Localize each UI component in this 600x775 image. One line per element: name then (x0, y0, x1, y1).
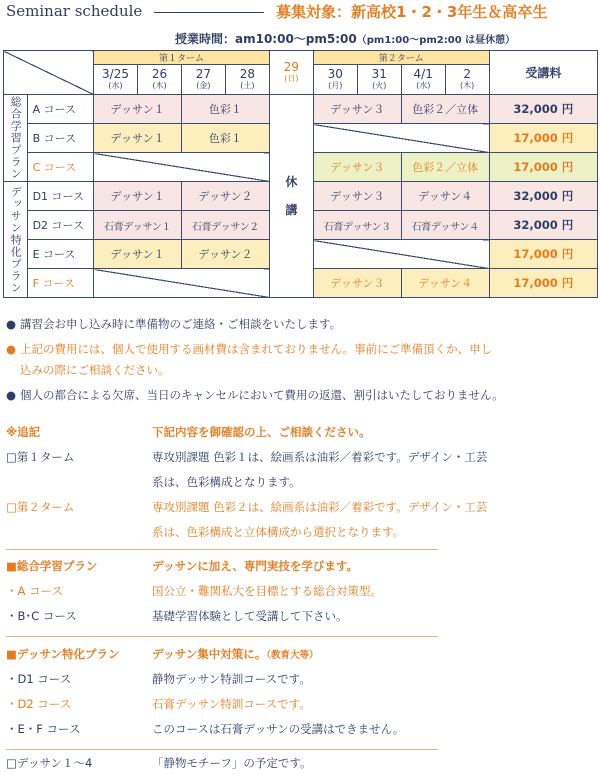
course-ef-label: ・E・F コース (6, 722, 81, 736)
course-name: F コース (27, 269, 93, 298)
term-header-row (4, 51, 598, 65)
lesson-cell: 石膏デッサン２ (181, 211, 269, 240)
course-name: C コース (27, 153, 93, 182)
bullet-icon: ● (6, 388, 17, 402)
lesson-cell: 色彩１ (181, 95, 269, 124)
addendum-label: ※追記 (6, 425, 41, 439)
course-bc-text: 基礎学習体験として受講して下さい。 (152, 609, 348, 623)
course-d2-text: 石膏デッサン特訓コースです。 (152, 697, 311, 711)
note-item: ● 講習会お申し込み時に準備物のご連絡・ご相談をいたします。 (6, 314, 598, 335)
no-lesson-cell (313, 124, 489, 153)
term2-label: □第２ターム (6, 500, 75, 514)
header (6, 2, 596, 26)
lesson-cell: 石膏デッサン１ (94, 211, 182, 240)
lesson-cell: デッサン３ (313, 153, 401, 182)
date-cell: 29 (日) (269, 51, 313, 95)
plan-dessin-lead: デッサン集中対策に。 (152, 647, 267, 661)
course-name: D2 コース (27, 211, 93, 240)
title-rule (154, 12, 264, 13)
course-ef-text: このコースは石膏デッサンの受講はできません。 (152, 722, 405, 736)
lesson-cell: 石膏デッサン４ (401, 211, 489, 240)
date-cell: 31 (火) (357, 65, 401, 95)
term2-text: 専攻別課題 色彩２は、絵画系は油彩／着彩です。デザイン・工芸 (152, 500, 488, 514)
fee-cell: 32,000 円 (489, 182, 597, 211)
hours-note: （pm1:00～pm2:00 は昼休憩） (356, 35, 516, 46)
course-name: B コース (27, 124, 93, 153)
term1-text: 専攻別課題 色彩１は、絵画系は油彩／着彩です。デザイン・工芸 (152, 450, 488, 464)
plan-dessin-title: ■デッサン特化プラン (6, 647, 120, 661)
term2-text-cont: 系は、色彩構成と立体構成から選択となります。 (152, 525, 405, 539)
divider (6, 549, 438, 550)
lesson-cell: デッサン２ (181, 182, 269, 211)
target-audience: 募集対象：新高校1・2・3年生＆高卒生 (276, 3, 548, 21)
lesson-cell: デッサン１ (94, 182, 182, 211)
plan-general-label: 総合学習プラン (4, 95, 28, 182)
lesson-cell: デッサン４ (401, 269, 489, 298)
lesson-cell: デッサン１ (94, 95, 182, 124)
fee-cell: 17,000 円 (489, 153, 597, 182)
plan-dessin-label: デッサン特化プラン (4, 182, 28, 298)
divider (6, 636, 438, 637)
date-cell: 2 (木) (445, 65, 489, 95)
course-d1-text: 静物デッサン特訓コースです。 (152, 672, 311, 686)
bullet-icon: ● (6, 342, 17, 356)
plan-general-title: ■総合学習プラン (6, 559, 98, 573)
footer-label: □デッサン１～4 (6, 756, 93, 770)
no-lesson-cell (94, 153, 270, 182)
lesson-cell: デッサン３ (313, 182, 401, 211)
page-title: Seminar schedule (6, 2, 143, 20)
term1-label: □第１ターム (6, 450, 75, 464)
date-cell: 27 (金) (181, 65, 225, 95)
addendum-section (6, 420, 598, 545)
plan-general-lead: デッサンに加え、専門実技を学びます。 (152, 559, 358, 573)
fee-cell: 17,000 円 (489, 124, 597, 153)
bullet-icon: ● (6, 317, 17, 331)
schedule-table (3, 50, 598, 298)
class-hours (175, 30, 515, 47)
lesson-cell: 石膏デッサン３ (313, 211, 401, 240)
date-cell: 30 (月) (313, 65, 357, 95)
lesson-cell: 色彩２／立体 (401, 153, 489, 182)
lesson-cell: デッサン１ (94, 124, 182, 153)
course-name: A コース (27, 95, 93, 124)
course-name: D1 コース (27, 182, 93, 211)
course-d2-label: ・D2 コース (6, 697, 72, 711)
course-a-label: ・A コース (6, 584, 63, 598)
holiday-column: 休 講 (269, 95, 313, 298)
fee-header: 受講料 (489, 51, 597, 95)
date-cell: 4/1 (水) (401, 65, 445, 95)
date-cell: 26 (木) (138, 65, 182, 95)
no-lesson-cell (313, 240, 489, 269)
fee-cell: 17,000 円 (489, 269, 597, 298)
lesson-cell: 色彩１ (181, 124, 269, 153)
course-d1-label: ・D1 コース (6, 672, 72, 686)
term2-header: 第２ターム (313, 51, 489, 65)
lesson-cell: 色彩２／立体 (401, 95, 489, 124)
divider (6, 749, 438, 750)
course-a-text: 国公立・難関私大を目標とする総合対策型。 (152, 584, 382, 598)
course-bc-label: ・B･C コース (6, 609, 77, 623)
footer-text: 「静物モチーフ」の予定です。 (152, 756, 312, 770)
hours-label: 授業時間：am10:00～pm5:00 (175, 32, 357, 46)
plan-dessin-lead-note: （教育大等） (266, 650, 319, 661)
lesson-cell: デッサン４ (401, 182, 489, 211)
term1-text-cont: 系は、色彩構成となります。 (152, 475, 301, 489)
note-item: ● 個人の都合による欠席、当日のキャンセルにおいて費用の返還、割引はいたしておりません。 (6, 385, 598, 406)
lesson-cell: デッサン３ (313, 95, 401, 124)
course-name: E コース (27, 240, 93, 269)
addendum-lead: 下記内容を御確認の上、ご相談ください。 (152, 425, 371, 439)
note-item: ● 上記の費用には、個人で使用する画材費は含まれておりません。事前にご準備頂くか、申し 込みの際にご相談ください。 (6, 339, 598, 381)
plan-general-section (6, 554, 598, 629)
term1-header: 第１ターム (94, 51, 270, 65)
notes-list (6, 314, 598, 406)
lesson-cell: デッサン２ (181, 240, 269, 269)
fee-cell: 32,000 円 (489, 211, 597, 240)
corner-cell (4, 51, 94, 95)
lesson-cell: デッサン１ (94, 240, 182, 269)
fee-cell: 17,000 円 (489, 240, 597, 269)
fee-cell: 32,000 円 (489, 95, 597, 124)
plan-dessin-section (6, 642, 598, 742)
date-cell: 3/25 (水) (94, 65, 138, 95)
no-lesson-cell (94, 269, 270, 298)
footer-section (6, 752, 598, 774)
date-cell: 28 (土) (225, 65, 269, 95)
lesson-cell: デッサン３ (313, 269, 401, 298)
plan-dessin-lead-wrap (152, 642, 318, 668)
table-row (4, 95, 598, 124)
